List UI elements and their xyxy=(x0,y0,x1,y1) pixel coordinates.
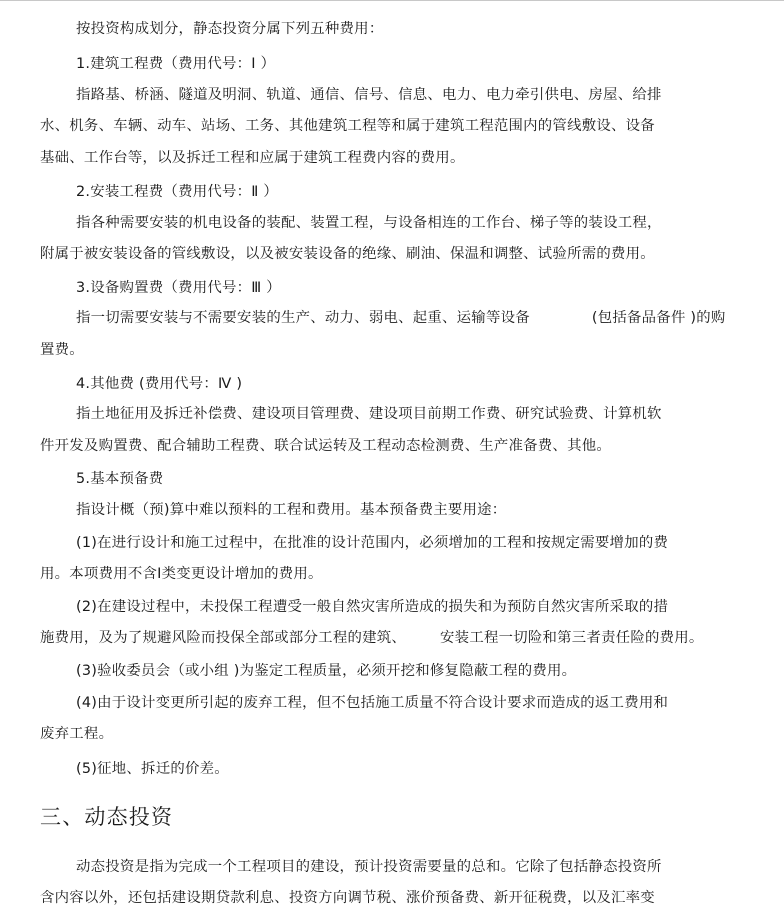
dynamic-text-line-1: 动态投资是指为完成一个工程项目的建设，预计投资需要量的总和。它除了包括静态投资所 xyxy=(76,859,662,875)
item-3-title: 3.设备购置费（费用代号：Ⅲ ） xyxy=(76,280,281,296)
item-2-text-line-1: 指各种需要安装的机电设备的装配、装置工程，与设备相连的工作台、梯子等的装设工程， xyxy=(76,215,662,231)
item-3-text-line-1-part-a: 指一切需要安装与不需要安装的生产、动力、弱电、起重、运输等设备 xyxy=(76,310,530,326)
item-1-title: 1.建筑工程费（费用代号：Ⅰ ） xyxy=(76,56,276,72)
item-3-text-line-1-part-b: (包括备品备件 )的购 xyxy=(591,310,726,326)
item-4-text-line-2: 件开发及购置费、配合辅助工程费、联合试运转及工程动态检测费、生产准备费、其他。 xyxy=(40,438,611,454)
use-2-line-1: (2)在建设过程中，未投保工程遭受一般自然灾害所造成的损失和为预防自然灾害所采取的措 xyxy=(76,599,669,615)
item-1-text-line-3: 基础、工作台等，以及拆迁工程和应属于建筑工程费内容的费用。 xyxy=(40,150,465,166)
use-5-line-1: (5)征地、拆迁的价差。 xyxy=(76,761,229,777)
item-1-text-line-2: 水、机务、车辆、动车、站场、工务、其他建筑工程等和属于建筑工程范围内的管线敷设、设备 xyxy=(40,118,655,134)
item-2-title: 2.安装工程费（费用代号：Ⅱ ） xyxy=(76,184,279,200)
use-1-line-2: 用。本项费用不含Ⅰ类变更设计增加的费用。 xyxy=(40,566,323,582)
intro-line: 按投资构成划分，静态投资分属下列五种费用： xyxy=(76,21,384,37)
section-heading-dynamic-investment: 三、动态投资 xyxy=(40,805,174,829)
item-3-text-line-2: 置费。 xyxy=(40,342,84,358)
use-3-line-1: (3)验收委员会（或小组 )为鉴定工程质量，必须开挖和修复隐蔽工程的费用。 xyxy=(76,663,577,679)
use-1-line-1: (1)在进行设计和施工过程中，在批准的设计范围内，必须增加的工程和按规定需要增加的费 xyxy=(76,535,669,551)
use-2-line-2-part-b: 安装工程一切险和第三者责任险的费用。 xyxy=(440,630,704,646)
item-4-text-line-1: 指土地征用及拆迁补偿费、建设项目管理费、建设项目前期工作费、研究试验费、计算机软 xyxy=(76,406,662,422)
item-2-text-line-2: 附属于被安装设备的管线敷设，以及被安装设备的绝缘、刷油、保温和调整、试验所需的费用。 xyxy=(40,246,655,262)
dynamic-text-line-2: 含内容以外，还包括建设期贷款利息、投资方向调节税、涨价预备费、新开征税费，以及汇率变 xyxy=(40,890,655,906)
item-3-text-line-1 xyxy=(76,308,726,328)
use-2-line-2 xyxy=(40,628,704,648)
page-top-border xyxy=(0,0,784,3)
use-4-line-1: (4)由于设计变更所引起的废弃工程，但不包括施工质量不符合设计要求而造成的返工费用和 xyxy=(76,695,669,711)
item-5-text-line-1: 指设计概（预)算中难以预料的工程和费用。基本预备费主要用途： xyxy=(76,502,507,518)
item-5-title: 5.基本预备费 xyxy=(76,471,164,487)
item-4-title: 4.其他费 (费用代号：Ⅳ ) xyxy=(76,376,243,392)
use-2-line-2-part-a: 施费用，及为了规避风险而投保全部或部分工程的建筑、 xyxy=(40,630,407,646)
use-4-line-2: 废弃工程。 xyxy=(40,726,114,742)
item-1-text-line-1: 指路基、桥涵、隧道及明洞、轨道、通信、信号、信息、电力、电力牵引供电、房屋、给排 xyxy=(76,87,662,103)
